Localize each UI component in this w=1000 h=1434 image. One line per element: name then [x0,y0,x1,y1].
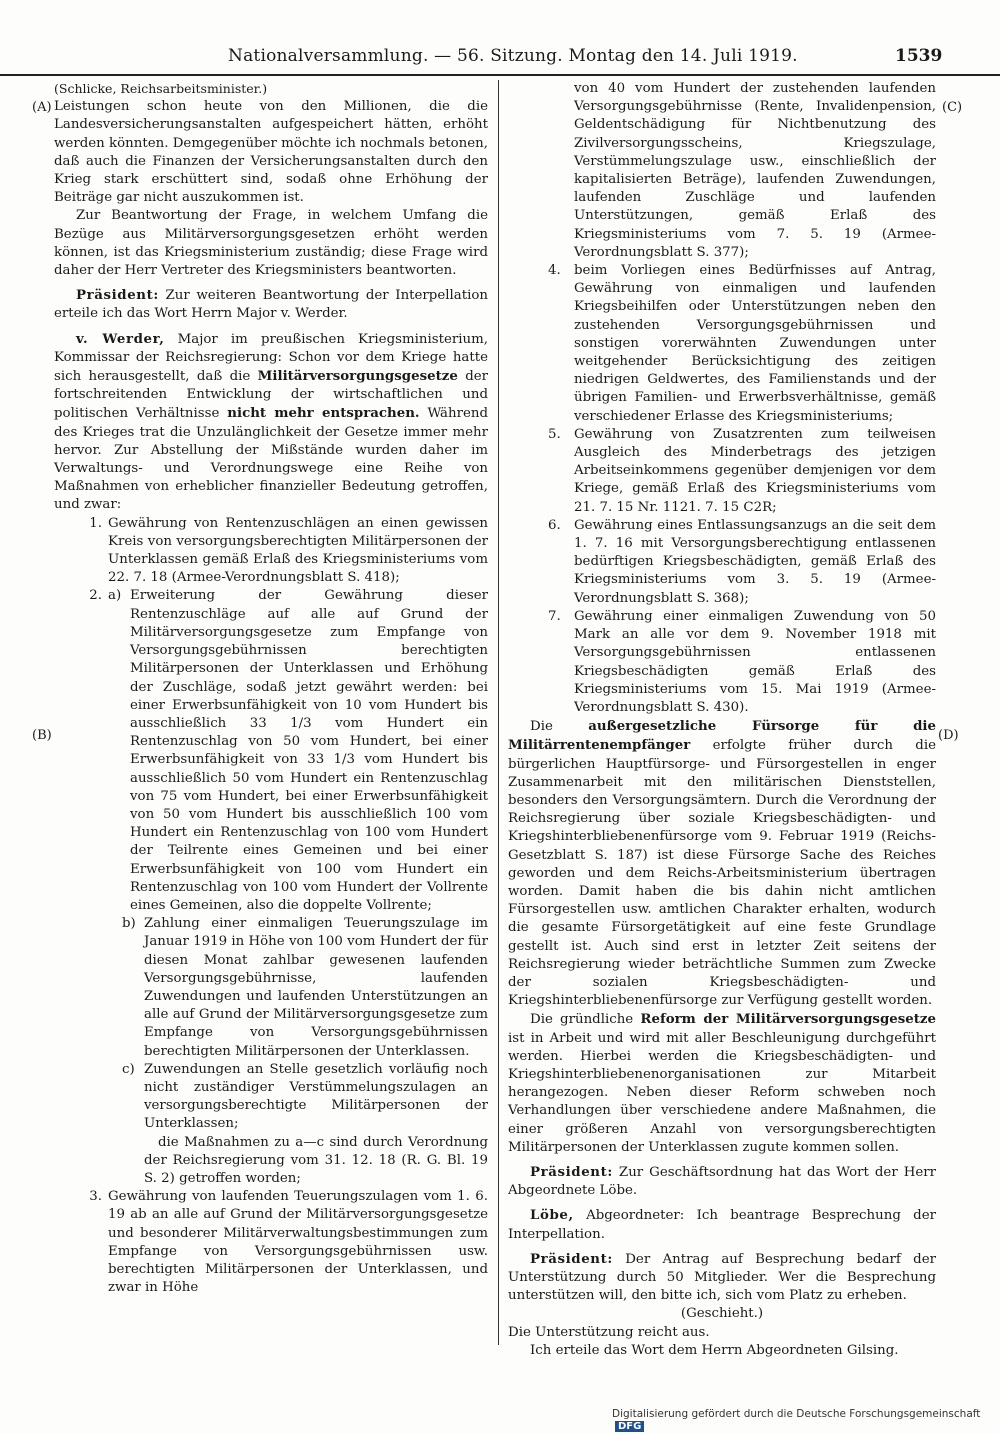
speech-text: Major im preußischen Kriegsministerium, Kommissar der Reichsregierung: Schon vor dem Kriege hatte sich herausgestellt, daß die [54,331,488,385]
list-text: beim Vorliegen eines Bedürfnisses auf Antrag, Gewährung von einmaligen und laufenden Kriegsbeihilfen oder Unterstützungen neben den zustehenden Versorgungsgebührnissen und sonstigen vorerwähnten Zuwendungen unter weitgehender Berücksichtigung des zeitigen niedrigen Geldwertes, des Familienstands und der übrigen Familien- und Erwerbsverhältnisse, gemäß verschiedener Erlasse des Kriegsministeriums; [574,263,936,424]
page-header [0,40,1000,76]
list-number: 4. [548,263,561,279]
sub-text: Zuwendungen an Stelle gesetzlich vorläufig noch nicht zuständiger Verstümmelungszulagen an versorgungsberechtigte Militärpersonen der Unterklassen; [144,1061,488,1132]
paragraph-text: Die [530,719,553,735]
list-text: Gewährung einer einmaligen Zuwendung von 50 Mark an alle vor dem 9. November 1918 mit Versorgungsgebührnissen entlassenen Kriegsbeschädigten gemäß Erlaß des Kriegsministeriums vom 15. Mai 1919 (Armee-Verordnungsblatt S. 430). [574,608,936,715]
speech-praesident [508,1250,936,1306]
list-text: Gewährung von laufenden Teuerungszulagen vom 1. 6. 19 ab an alle auf Grund der Militärversorgungsgesetze und besonderer Militärverwaltungsbestimmungen zum Empfange von Versorgungsgebührnissen usw. berechtigten Militärpersonen der Unterklassen, und zwar in Höhe [108,1189,488,1296]
paragraph: Leistungen schon heute von den Millionen, die die Landesversicherungsanstalten aufgespeichert hätten, erhöht werden könnten. Demgegenüber möchte ich nochmals betonen, daß auch die Finanzen der Versicherungsanstalten durch den Krieg stark erschüttert sind, sodaß ohne Erhöhung der Beiträge gar nicht auszukommen ist. [54,99,488,206]
paragraph-text: ist in Arbeit und wird mit aller Beschleunigung durchgeführt werden. Hierbei werden die Kriegsbeschädigten- und Kriegshinterbliebenenorganisationen zur Mitarbeit herangezogen. Neben dieser Reform schweben noch Verhandlungen über verschiedene andere Maßnahmen, die einer größeren Anzahl von versorgungsberechtigten Militärpersonen der Unterklassen zugute kommen sollen. [508,1030,936,1155]
speech-text: Zur Geschäftsordnung hat das Wort der Herr Abgeordnete Löbe. [508,1164,936,1199]
speech-praesident [508,1163,936,1200]
list-item [54,587,488,915]
emphasis: Militärversorgungsgesetze [257,368,458,385]
margin-mark-d: (D) [938,728,959,743]
speaker-name: Präsident: [530,1250,613,1267]
dfg-logo: DFG [615,1421,644,1432]
list-text: von 40 vom Hundert der zustehenden laufenden Versorgungsgebührnisse (Rente, Invalidenpension, Geldentschädigung für Nichtbenutzung des Zivilversorgungsscheins, Kriegszulage, Verstümmelungszulage usw., einschließlich der kapitalisierten Beträge), laufenden Zuwendungen, laufenden Zuschläge und laufenden Unterstützungen, gemäß Erlaß des Kriegsministeriums vom 7. 5. 19 (Armee-Verordnungsblatt S. 377); [574,81,936,260]
speaker-name: Präsident: [530,1163,613,1180]
list-number: 3. [89,1189,102,1205]
list-item [508,426,936,517]
list-text: Erweiterung der Gewährung dieser Rentenzuschläge auf alle auf Grund der Militärversorgungsgesetze zum Empfange von Versorgungsgebührnissen berechtigten Militärpersonen der Unterklassen und Erhöhung der Zuschläge, sodaß jetzt gewährt werden: bei einer Erwerbsunfähigkeit von 10 vom Hundert bis ausschließlich 33 1/3 vom Hundert ein Rentenzuschlag von 50 vom Hundert, bei einer Erwerbsunfähigkeit von 33 1/3 vom Hundert bis ausschließlich 50 vom Hundert ein Rentenzuschlag von 75 vom Hundert, bei einer Erwerbsunfähigkeit von 50 vom Hundert bis ausschließlich 100 vom Hundert ein Rentenzuschlag von 100 vom Hundert der Teilrente eines Gemeinen und bei einer Erwerbsunfähigkeit von 100 vom Hundert ein Rentenzuschlag von 100 vom Hundert der Vollrente eines Gemeinen, also die doppelte Vollrente; [130,588,488,913]
emphasis: Reform der Militärversorgungsgesetze [640,1011,936,1028]
sub-letter: b) [122,916,136,932]
page-title: Nationalversammlung. — 56. Sitzung. Montag den 14. Juli 1919. [228,46,798,66]
footer-text: Digitalisierung gefördert durch die Deutsche Forschungsgemeinschaft [612,1408,981,1420]
paragraph: Die Unterstützung reicht aus. [508,1324,710,1340]
speech-text: Zur weiteren Beantwortung der Interpellation erteile ich das Wort Herrn Major v. Werder. [54,288,488,322]
list-text: Gewährung eines Entlassungsanzugs an die seit dem 1. 7. 16 mit Versorgungsberechtigung entlassenen bedürftigen Kriegsbeschädigten, gemäß Erlaß des Kriegsministeriums vom 3. 5. 19 (Armee-Verordnungsblatt S. 368); [574,517,936,606]
footer-credit [612,1408,1000,1432]
list-text: Gewährung von Zusatzrenten zum teilweisen Ausgleich des Minderbetrags des jetzigen Arbeitseinkommens gegenüber demjenigen vor dem Kriege, gemäß Erlaß des Kriegsministeriums vom 21. 7. 15 Nr. 1121. 7. 15 C2R; [574,426,936,515]
speech-text: Der Antrag auf Besprechung bedarf der Unterstützung durch 50 Mitglieder. Wer die Besprechung unterstützen will, den bitte ich, sich vom Platz zu erheben. [508,1251,936,1304]
sub-item [54,915,488,1061]
margin-mark-c: (C) [942,100,963,115]
sub-item [54,1061,488,1134]
list-number: 2. [89,588,102,604]
speech-text: Abgeordneter: Ich beantrage Besprechung der Interpellation. [508,1208,936,1242]
list-number: 5. [548,426,561,442]
list-item [54,1188,488,1297]
paragraph-text: Die gründliche [530,1012,634,1028]
emphasis: nicht mehr entsprachen. [227,405,420,422]
list-item [508,262,936,426]
speech-loebe [508,1206,936,1243]
list-item-continued [508,80,936,262]
list-text: Gewährung von Rentenzuschlägen an einen gewissen Kreis von versorgungsberechtigten Militärpersonen der Unterklassen gemäß Erlaß des Kriegsministeriums vom 22. 7. 18 (Armee-Verordnungsblatt S. 418); [108,515,488,586]
speech-praesident [54,286,488,323]
stage-direction: (Geschieht.) [680,1306,764,1322]
paragraph: Ich erteile das Wort dem Herrn Abgeordneten Gilsing. [530,1342,899,1358]
sub-item-note [54,1134,488,1189]
paragraph-text: erfolgte früher durch die bürgerlichen Hauptfürsorge- und Fürsorgestellen in enger Zusammenarbeit mit den militärischen Dienststellen, besonders den Versorgungsämtern. Durch die Verordnung der Reichsregierung über soziale Kriegsbeschädigten- und Kriegshinterbliebenenfürsorge vom 9. Februar 1919 (Reichs-Gesetzblatt S. 187) ist diese Fürsorge Sache des Reiches geworden und dem Reichs-Arbeitsministerium übertragen worden. Damit haben die bis dahin nicht amtlichen Fürsorgestellen usw. amtlichen Charakter erhalten, wodurch die gesamte Fürsorgetätigkeit auf eine feste Grundlage gestellt ist. Auch sind erst in letzter Zeit seitens der Reichsregierung wieder beträchtliche Summen zum Zwecke der sozialen Kriegsbeschädigten- und Kriegshinterbliebenenfürsorge zur Verfügung gestellt worden. [508,738,936,1009]
speaker-name: Löbe, [530,1207,574,1224]
sub-text: Zahlung einer einmaligen Teuerungszulage im Januar 1919 in Höhe von 100 vom Hundert der für diesen Monat zahlbar gewesenen laufenden Versorgungsgebührnisse, laufenden Zuwendungen und laufenden Unterstützungen an alle auf Grund der Militärversorgungsgesetze zum Empfange von Versorgungsgebührnissen berechtigten Militärpersonen der Unterklassen. [144,916,488,1059]
sub-letter: c) [122,1061,135,1077]
emphasis: außergesetzliche Fürsorge für die Militärrentenempfänger [508,718,936,754]
sub-letter: a) [108,588,122,604]
list-number: 7. [548,608,561,624]
list-item [54,515,488,588]
column-divider [498,80,499,1345]
speech-werder [54,330,488,515]
speech-text: Während des Krieges trat die Unzulänglichkeit der Gesetze immer mehr hervor. Zur Abstellung der Mißstände wurden daher im Verwaltungs- und Verordnungswege eine Reihe von Maßnahmen von erheblicher finanzieller Bedeutung getroffen, und zwar: [54,406,488,513]
list-item [508,517,936,608]
page-number: 1539 [895,46,943,66]
list-item [508,608,936,717]
speaker-name: Präsident: [76,287,159,304]
right-column [508,80,936,1360]
speech-text: der fortschreitenden Entwicklung der wirtschaftlichen und politischen Verhältnisse [54,369,489,422]
left-column [54,80,488,1297]
margin-mark-a: (A) [32,100,52,115]
paragraph: Zur Beantwortung der Frage, in welchem Umfang die Bezüge aus Militärversorgungsgesetzen erhöht werden können, ist das Kriegsministerium zuständig; diese Frage wird daher der Herr Vertreter des Kriegsministers beantworten. [54,208,488,279]
list-number: 1. [89,515,102,531]
sub-text: die Maßnahmen zu a—c sind durch Verordnung der Reichsregierung vom 31. 12. 18 (R. G. Bl. 19 S. 2) getroffen worden; [144,1134,488,1186]
margin-mark-b: (B) [32,728,52,743]
list-number: 6. [548,517,561,533]
paragraph [508,717,936,1010]
paragraph [508,1010,936,1157]
speaker-name: v. Werder, [76,330,165,347]
speaker-note: (Schlicke, Reichsarbeitsminister.) [54,81,268,96]
